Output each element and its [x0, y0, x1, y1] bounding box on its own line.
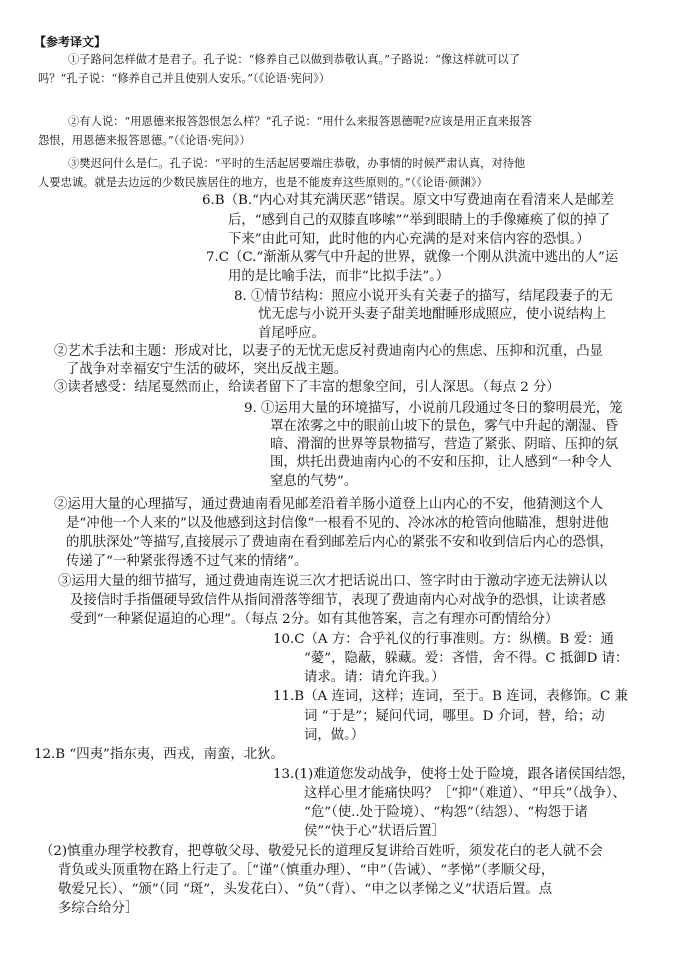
translation-line: 人要忠诚。就是去边远的少数民族居住的地方，也是不能废弃这些原则的。”（《论语·颜渊》） [38, 176, 488, 189]
answer-9-line: 是“冲他一个人来的”以及他感到这封信像“一根看不见的、冷冰冰的枪管向他瞄准，想射进他 [66, 516, 609, 531]
answer-8-line: 了战争对幸福安宁生活的破坏，突出反战主题。 [66, 362, 348, 377]
answer-9-line: ③运用大量的细节描写，通过费迪南连说三次才把话说出口、签字时由于激动字迹无法辨认以 [58, 574, 608, 589]
answer-8-line: 忧无虑与小说开头妻子甜美地酣睡形成照应，使小说结构上 [258, 307, 607, 322]
answer-9-line: ②运用大量的心理描写，通过费迪南看见邮差沿着羊肠小道登上山内心的不安，他猜测这个人 [54, 497, 604, 512]
answer-8-line: 8. ①情节结构：照应小说开头有关妻子的描写，结尾段妻子的无 [234, 289, 613, 304]
answer-13-line: （2)慎重办理学校教育，把尊敬父母、敬爱兄长的道理反复讲给百姓听，须发花白的老人就不会 [40, 844, 603, 859]
answer-9-line: 9. ①运用大量的环境描写，小说前几段通过冬日的黎明晨光，笼 [244, 401, 623, 416]
answer-12-line: 12.B “四夷”指东夷，西戎，南蛮，北狄。 [34, 747, 284, 762]
answer-11-line: 词 “于是”；疑问代词，哪里。D 介词，替，给；动 [304, 709, 605, 724]
translation-line: 怨恨，用恩德来报答恩德。”（《论语·宪问》） [38, 134, 251, 147]
answer-9-line: 及接信时手指僵硬导致信件从指间滑落等细节，表现了费迪南内心对战争的恐惧，让读者感 [70, 593, 606, 608]
answer-13-line: 侯”“快于心”状语后置］ [304, 824, 446, 839]
translation-line: ③樊迟问什么是仁。孔子说：“平时的生活起居要端庄恭敬，办事情的时候严肃认真，对待他 [68, 157, 526, 170]
answer-10-line: “薆”，隐蔽，躲藏。爱：吝惜，舍不得。C 抵御D 请： [304, 651, 629, 666]
translation-line: ②有人说：“用恩德来报答怨恨怎么样？”孔子说：“用什么来报答恩德呢?应该是用正直来报答 [68, 115, 532, 128]
translation-heading: 【参考译文】 [34, 35, 107, 49]
answer-9-line: 受到“一种紧促逼迫的心理”。（每点 2分。如有其他答案，言之有理亦可酌情给分） [70, 612, 559, 627]
answer-7-line: 7.C（C.“渐渐从雾气中升起的世界，就像一个刚从洪流中逃出的人”运 [206, 250, 619, 265]
answer-6-line: 下来”由此可知，此时他的内心充满的是对来信内容的恐惧。） [228, 232, 590, 247]
answer-11-line: 词，做。） [304, 728, 365, 743]
answer-9-line: 传递了“一种紧张得透不过气来的情绪”。 [66, 554, 308, 569]
answer-9-line: 罩在浓雾之中的眼前山坡下的景色，雾气中升起的潮湿、昏 [270, 419, 619, 434]
answer-11-line: 11.B（A 连词，这样；连词，至于。B 连词，表修饰。C 兼 [273, 689, 628, 704]
answer-9-line: 暗、滑溜的世界等景物描写，营造了紧张、阴暗、压抑的氛 [270, 437, 619, 452]
answer-8-line: ②艺术手法和主题：形成对比，以妻子的无忧无虑反衬费迪南内心的焦虑、压抑和沉重，凸显 [54, 344, 604, 359]
answer-9-line: 的肌肤深处”等描写,直接展示了费迪南在看到邮差后内心的紧张不安和收到信后内心的恐惧， [66, 535, 613, 550]
answer-13-line: 这样心里才能痛快吗？［“抑”（难道）、“甲兵”（战争）、 [304, 786, 626, 801]
answer-13-line: “危”（使..处于险境）、“构怨”（结怨）、“构怨于诸 [304, 805, 588, 820]
answer-6-line: 6.B（B.“内心对其充满厌恶”错误。原文中写费迪南在看清来人是邮差 [202, 193, 614, 208]
answer-9-line: 窒息的气势”。 [270, 474, 358, 489]
answer-13-line: 敬爱兄长）、“颁”（同 “斑”，头发花白）、“负”（背）、“申之以孝悌之义”状语后置。点 [58, 882, 553, 897]
answer-8-line: 首尾呼应。 [258, 326, 325, 341]
answer-10-line: 请求。请：请允许我。） [304, 670, 445, 685]
translation-line: 吗？”孔子说：“修养自己并且使别人安乐。”（《论语·宪问》） [38, 72, 331, 85]
answer-10-line: 10.C（A 方：合乎礼仪的行事准则。方：纵横。B 爱：通 [273, 632, 614, 647]
answer-6-line: 后，“感到自己的双膝直哆嗦”“举到眼睛上的手像瘫痪了似的掉了 [228, 213, 611, 228]
answer-9-line: 围，烘托出费迪南内心的不安和压抑，让人感到“一种令人 [270, 455, 612, 470]
answer-13-line: 多综合给分］ [58, 901, 139, 916]
answer-7-line: 用的是比喻手法，而非“比拟手法”。） [228, 269, 450, 284]
answer-8-line: ③读者感受：结尾戛然而止，给读者留下了丰富的想象空间，引人深思。（每点 2 分） [54, 380, 560, 395]
translation-line: ①子路问怎样做才是君子。孔子说：“修养自己以做到恭敬认真。”子路说：“像这样就可以了 [68, 53, 521, 66]
answer-13-line: 背负或头顶重物在路上行走了。［“谨”（慎重办理）、“申”（告诫）、“孝悌”（孝顺父母， [58, 863, 555, 878]
answer-13-line: 13.(1)难道您发动战争，使将士处于险境，跟各诸侯国结怨， [273, 767, 635, 782]
